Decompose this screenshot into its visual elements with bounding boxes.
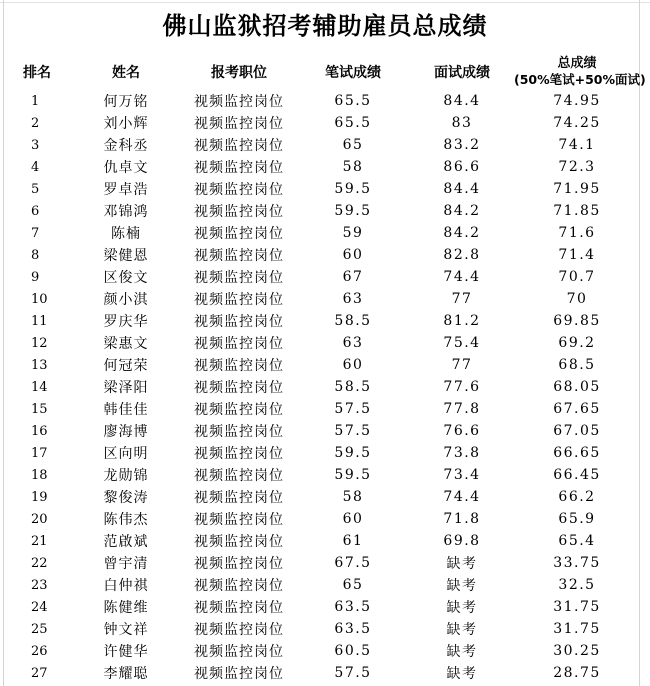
rank-cell: 1 (31, 93, 40, 109)
table-row (4, 288, 640, 310)
written-score-cell: 57.5 (334, 423, 372, 439)
written-score-cell: 57.5 (334, 665, 372, 681)
table-row (4, 156, 640, 178)
name-cell: 韩佳佳 (103, 402, 149, 418)
interview-score-cell: 86.6 (443, 159, 481, 175)
position-header: 报考职位 (211, 65, 267, 81)
written-score-cell: 65.5 (334, 115, 372, 131)
position-cell: 视频监控岗位 (194, 600, 284, 616)
written-score-cell: 60 (342, 357, 364, 373)
name-cell: 陈伟杰 (103, 512, 149, 528)
name-cell: 何冠荣 (103, 358, 149, 374)
position-cell: 视频监控岗位 (194, 402, 284, 418)
table-row (4, 508, 640, 530)
table-row (4, 244, 640, 266)
written-score-cell: 63 (342, 291, 364, 307)
total-score-cell: 65.4 (558, 533, 596, 549)
table-row (4, 178, 640, 200)
total-score-cell: 68.05 (553, 379, 601, 395)
rank-header: 排名 (23, 65, 51, 81)
name-cell: 仇卓文 (103, 160, 149, 176)
written-score-cell: 59.5 (334, 203, 372, 219)
total-score-cell: 70 (566, 291, 588, 307)
written-score-cell: 58.5 (334, 379, 372, 395)
written-score-cell: 61 (342, 533, 364, 549)
written-score-cell: 58 (342, 489, 364, 505)
table-row (4, 552, 640, 574)
total-score-cell: 33.75 (553, 555, 601, 571)
total-score-cell: 67.65 (553, 401, 601, 417)
position-cell: 视频监控岗位 (194, 644, 284, 660)
name-cell: 李耀聪 (103, 666, 149, 682)
interview-score-cell: 84.2 (443, 203, 481, 219)
total-score-cell: 70.7 (558, 269, 596, 285)
name-cell: 金科丞 (103, 138, 149, 154)
rank-cell: 20 (31, 511, 48, 527)
name-cell: 罗卓浩 (103, 182, 149, 198)
interview-score-cell: 75.4 (443, 335, 481, 351)
interview-score-cell: 84.2 (443, 225, 481, 241)
total-score-cell: 74.95 (553, 93, 601, 109)
name-cell: 黎俊涛 (103, 490, 149, 506)
table-row (4, 332, 640, 354)
written-score-cell: 67 (342, 269, 364, 285)
rank-cell: 10 (31, 291, 48, 307)
name-cell: 颜小淇 (103, 292, 149, 308)
rank-cell: 12 (31, 335, 48, 351)
written-score-cell: 63 (342, 335, 364, 351)
total-score-cell: 66.45 (553, 467, 601, 483)
rank-cell: 3 (31, 137, 40, 153)
total-score-cell: 69.2 (558, 335, 596, 351)
rank-cell: 19 (31, 489, 48, 505)
total-score-cell: 68.5 (558, 357, 596, 373)
table-row (4, 464, 640, 486)
table-row (4, 90, 640, 112)
sheet-title: 佛山监狱招考辅助雇员总成绩 (162, 12, 488, 40)
rank-cell: 27 (31, 665, 48, 681)
written-score-cell: 59 (342, 225, 364, 241)
table-row (4, 310, 640, 332)
total-score-cell: 71.85 (553, 203, 601, 219)
interview-score-cell: 74.4 (443, 489, 481, 505)
interview-score-cell: 84.4 (443, 181, 481, 197)
rank-cell: 18 (31, 467, 48, 483)
table-row (4, 530, 640, 552)
position-cell: 视频监控岗位 (194, 226, 284, 242)
rank-cell: 7 (31, 225, 40, 241)
name-cell: 曾宇清 (103, 556, 149, 572)
interview-score-cell: 缺考 (446, 578, 478, 594)
total-score-cell: 72.3 (558, 159, 596, 175)
interview-score-cell: 84.4 (443, 93, 481, 109)
written-score-cell: 60 (342, 511, 364, 527)
rank-cell: 8 (31, 247, 40, 263)
position-cell: 视频监控岗位 (194, 270, 284, 286)
name-cell: 梁惠文 (103, 336, 149, 352)
interview-score-cell: 83 (451, 115, 473, 131)
name-cell: 白仲祺 (103, 578, 149, 594)
rank-cell: 26 (31, 643, 48, 659)
position-cell: 视频监控岗位 (194, 292, 284, 308)
position-cell: 视频监控岗位 (194, 424, 284, 440)
name-cell: 刘小辉 (103, 116, 149, 132)
name-cell: 何万铭 (103, 94, 149, 110)
interview-score-cell: 77.6 (443, 379, 481, 395)
rank-cell: 14 (31, 379, 48, 395)
position-cell: 视频监控岗位 (194, 204, 284, 220)
total-score-cell: 74.1 (558, 137, 596, 153)
interview-score-cell: 77 (451, 357, 473, 373)
interview-score-header: 面试成绩 (434, 65, 490, 81)
name-cell: 钟文祥 (103, 622, 149, 638)
rank-cell: 23 (31, 577, 48, 593)
table-row (4, 442, 640, 464)
interview-score-cell: 69.8 (443, 533, 481, 549)
results-table-header (4, 54, 646, 90)
rank-cell: 2 (31, 115, 40, 131)
table-row (4, 420, 640, 442)
position-cell: 视频监控岗位 (194, 622, 284, 638)
name-cell: 区向明 (103, 446, 149, 462)
name-cell: 区俊文 (103, 270, 149, 286)
name-cell: 梁健恩 (103, 248, 149, 264)
position-cell: 视频监控岗位 (194, 94, 284, 110)
rank-cell: 6 (31, 203, 40, 219)
written-score-cell: 60.5 (334, 643, 372, 659)
total-score-cell: 66.65 (553, 445, 601, 461)
table-row (4, 112, 640, 134)
written-score-cell: 58.5 (334, 313, 372, 329)
table-row (4, 662, 640, 684)
name-cell: 廖海博 (103, 424, 149, 440)
written-score-header: 笔试成绩 (325, 65, 381, 81)
rank-cell: 22 (31, 555, 48, 571)
interview-score-cell: 缺考 (446, 622, 478, 638)
interview-score-cell: 缺考 (446, 666, 478, 682)
total-score-cell: 71.4 (558, 247, 596, 263)
rank-cell: 15 (31, 401, 48, 417)
rank-cell: 24 (31, 599, 48, 615)
table-row (4, 376, 640, 398)
table-row (4, 640, 640, 662)
table-row (4, 354, 640, 376)
header-row (4, 54, 640, 90)
total-score-cell: 66.2 (558, 489, 596, 505)
position-cell: 视频监控岗位 (194, 534, 284, 550)
position-cell: 视频监控岗位 (194, 468, 284, 484)
rank-cell: 4 (31, 159, 40, 175)
table-row (4, 398, 640, 420)
results-table (4, 54, 646, 684)
written-score-cell: 63.5 (334, 621, 372, 637)
total-score-header-label: 总成绩 (557, 56, 597, 71)
position-cell: 视频监控岗位 (194, 248, 284, 264)
rank-cell: 5 (31, 181, 40, 197)
position-cell: 视频监控岗位 (194, 336, 284, 352)
position-cell: 视频监控岗位 (194, 314, 284, 330)
rank-cell: 9 (31, 269, 40, 285)
interview-score-cell: 缺考 (446, 644, 478, 660)
total-score-cell: 71.6 (558, 225, 596, 241)
interview-score-cell: 73.8 (443, 445, 481, 461)
total-score-cell: 67.05 (553, 423, 601, 439)
written-score-cell: 59.5 (334, 467, 372, 483)
interview-score-cell: 73.4 (443, 467, 481, 483)
rank-cell: 21 (31, 533, 48, 549)
interview-score-cell: 74.4 (443, 269, 481, 285)
position-cell: 视频监控岗位 (194, 512, 284, 528)
name-cell: 罗庆华 (103, 314, 149, 330)
interview-score-cell: 缺考 (446, 556, 478, 572)
written-score-cell: 59.5 (334, 181, 372, 197)
total-score-cell: 74.25 (553, 115, 601, 131)
written-score-cell: 65 (342, 577, 364, 593)
interview-score-cell: 77 (451, 291, 473, 307)
rank-cell: 11 (31, 313, 48, 329)
position-cell: 视频监控岗位 (194, 446, 284, 462)
position-cell: 视频监控岗位 (194, 358, 284, 374)
results-table-body (4, 90, 640, 684)
rank-cell: 17 (31, 445, 48, 461)
name-cell: 许健华 (103, 644, 149, 660)
written-score-cell: 63.5 (334, 599, 372, 615)
table-row (4, 200, 640, 222)
total-score-cell: 28.75 (553, 665, 601, 681)
rank-cell: 16 (31, 423, 48, 439)
name-cell: 梁泽阳 (103, 380, 149, 396)
position-cell: 视频监控岗位 (194, 160, 284, 176)
name-cell: 龙勋锦 (103, 468, 149, 484)
position-cell: 视频监控岗位 (194, 116, 284, 132)
name-cell: 范啟斌 (103, 534, 149, 550)
total-score-header (514, 54, 646, 90)
rank-cell: 25 (31, 621, 48, 637)
position-cell: 视频监控岗位 (194, 380, 284, 396)
total-score-cell: 69.85 (553, 313, 601, 329)
written-score-cell: 67.5 (334, 555, 372, 571)
table-row (4, 266, 640, 288)
table-row (4, 596, 640, 618)
name-header: 姓名 (112, 65, 140, 81)
interview-score-cell: 82.8 (443, 247, 481, 263)
interview-score-cell: 77.8 (443, 401, 481, 417)
position-cell: 视频监控岗位 (194, 556, 284, 572)
position-cell: 视频监控岗位 (194, 666, 284, 682)
interview-score-cell: 81.2 (443, 313, 481, 329)
position-cell: 视频监控岗位 (194, 578, 284, 594)
total-score-cell: 71.95 (553, 181, 601, 197)
name-cell: 陈健维 (103, 600, 149, 616)
written-score-cell: 57.5 (334, 401, 372, 417)
table-row (4, 222, 640, 244)
written-score-cell: 65 (342, 137, 364, 153)
written-score-cell: 65.5 (334, 93, 372, 109)
total-score-cell: 31.75 (553, 621, 601, 637)
total-score-cell: 32.5 (558, 577, 596, 593)
name-cell: 陈楠 (111, 226, 141, 242)
interview-score-cell: 缺考 (446, 600, 478, 616)
interview-score-cell: 76.6 (443, 423, 481, 439)
written-score-cell: 59.5 (334, 445, 372, 461)
interview-score-cell: 83.2 (443, 137, 481, 153)
table-row (4, 134, 640, 156)
total-score-formula: (50%笔试+50%面试) (514, 72, 646, 87)
total-score-cell: 30.25 (553, 643, 601, 659)
position-cell: 视频监控岗位 (194, 182, 284, 198)
interview-score-cell: 71.8 (443, 511, 481, 527)
sheet-top-gridline (0, 2, 650, 3)
table-row (4, 618, 640, 640)
position-cell: 视频监控岗位 (194, 138, 284, 154)
total-score-cell: 31.75 (553, 599, 601, 615)
table-row (4, 486, 640, 508)
written-score-cell: 60 (342, 247, 364, 263)
position-cell: 视频监控岗位 (194, 490, 284, 506)
rank-cell: 13 (31, 357, 48, 373)
total-score-cell: 65.9 (558, 511, 596, 527)
table-row (4, 574, 640, 596)
name-cell: 邓锦鸿 (103, 204, 149, 220)
written-score-cell: 58 (342, 159, 364, 175)
